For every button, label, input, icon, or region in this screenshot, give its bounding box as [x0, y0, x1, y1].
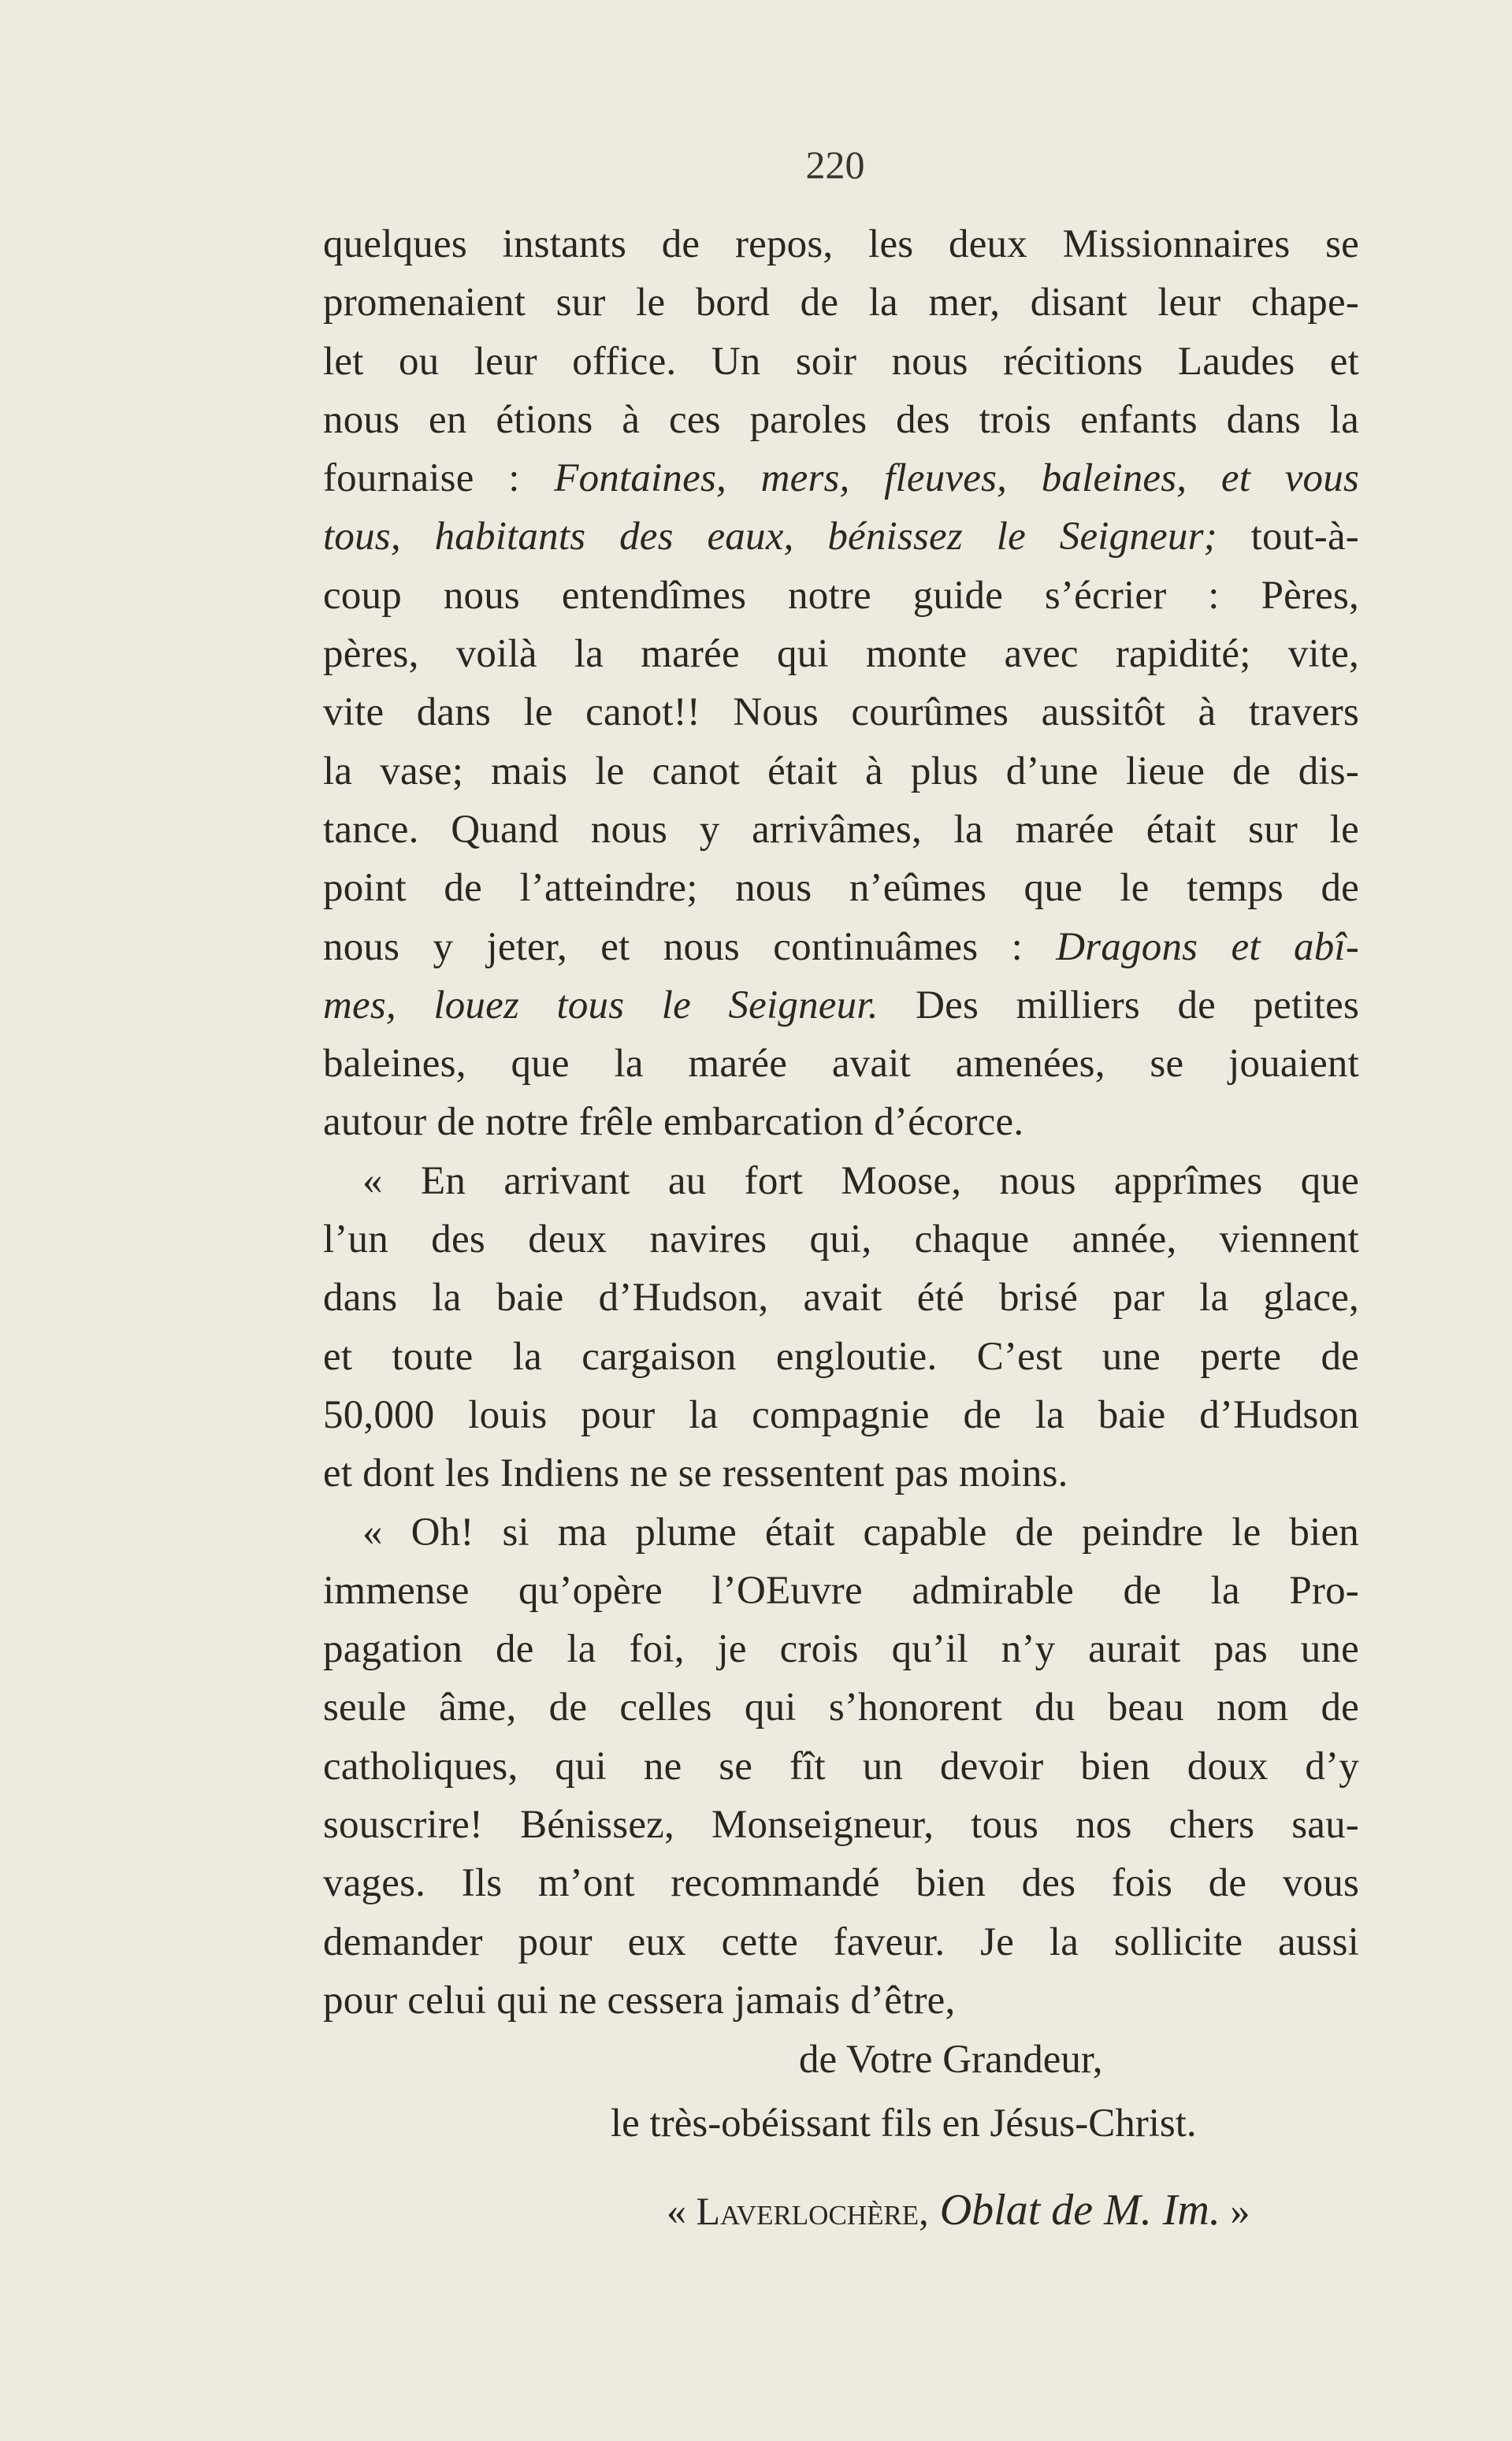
signature-title: Oblat de M. Im.: [928, 2186, 1220, 2235]
text-line: [323, 976, 1359, 1035]
text-line: [323, 449, 1359, 507]
text-segment: la vase; mais le canot était à plus d’une lieue de dis-: [323, 749, 1359, 793]
italic-text: Fontaines, mers, fleuves, baleines, et vous: [554, 456, 1359, 501]
text-line: [323, 1503, 1359, 1562]
text-line: [323, 273, 1359, 332]
text-segment: baleines, que la marée avait amenées, se jouaient: [323, 1042, 1359, 1087]
text-line: [323, 1854, 1359, 1912]
text-segment: quelques instants de repos, les deux Missionnaires se: [323, 222, 1359, 266]
text-segment: point de l’atteindre; nous n’eûmes que le temps de: [323, 866, 1359, 911]
text-line: [323, 683, 1359, 741]
text-segment: pour celui qui ne cessera jamais d’être,: [323, 1978, 956, 2023]
page-number: 220: [805, 143, 865, 187]
signature-name: Laverlochère,: [696, 2189, 929, 2233]
text-line: [323, 1093, 1359, 1151]
text-segment: catholiques, qui ne se fît un devoir bien doux d’y: [323, 1744, 1359, 1789]
text-segment: let ou leur office. Un soir nous récitions Laudes et: [323, 339, 1359, 384]
signature: [667, 2181, 1250, 2240]
text-line: [323, 333, 1359, 391]
signature-open-quote: «: [667, 2189, 697, 2233]
text-line: [323, 567, 1359, 625]
text-line: [323, 1444, 1359, 1503]
body-text: [323, 215, 1359, 2030]
text-line: [323, 1620, 1359, 1678]
italic-text: tous, habitants des eaux, bénissez le Seigneur;: [323, 515, 1217, 559]
text-line: [323, 1210, 1359, 1269]
text-segment: autour de notre frêle embarcation d’écorce.: [323, 1100, 1024, 1145]
text-line: [323, 1562, 1359, 1620]
text-line: [323, 859, 1359, 917]
italic-text: mes, louez tous le Seigneur.: [323, 983, 879, 1027]
text-segment: fournaise :: [323, 456, 555, 501]
text-line: [323, 1971, 1359, 2030]
text-segment: tout-à-: [1217, 515, 1359, 559]
text-line: [323, 801, 1359, 859]
text-segment: l’un des deux navires qui, chaque année, viennent: [323, 1217, 1359, 1262]
text-line: [323, 391, 1359, 449]
text-segment: pères, voilà la marée qui monte avec rapidité; vite,: [323, 632, 1359, 677]
text-segment: seule âme, de celles qui s’honorent du beau nom de: [323, 1685, 1359, 1730]
text-line: [323, 1152, 1359, 1210]
signature-close-quote: »: [1220, 2189, 1250, 2233]
text-segment: nous en étions à ces paroles des trois enfants dans la: [323, 397, 1359, 442]
text-segment: Des milliers de petites: [878, 983, 1359, 1027]
text-line: [323, 1035, 1359, 1093]
text-segment: immense qu’opère l’OEuvre admirable de la Pro-: [323, 1568, 1359, 1613]
text-segment: et toute la cargaison engloutie. C’est une perte de: [323, 1334, 1359, 1379]
text-line: [323, 1678, 1359, 1737]
text-line: [323, 1328, 1359, 1386]
text-segment: nous y jeter, et nous continuâmes :: [323, 924, 1057, 969]
closing-signoff: le très-obéissant fils en Jésus-Christ.: [611, 2101, 1197, 2146]
text-segment: promenaient sur le bord de la mer, disant leur chape-: [323, 281, 1359, 325]
closing-salutation: de Votre Grandeur,: [799, 2038, 1103, 2082]
text-line: [323, 742, 1359, 801]
text-line: [323, 1913, 1359, 1971]
text-line: [323, 918, 1359, 976]
text-segment: vages. Ils m’ont recommandé bien des fois de vous: [323, 1861, 1359, 1906]
text-segment: souscrire! Bénissez, Monseigneur, tous nos chers sau-: [323, 1803, 1359, 1848]
text-line: [323, 1269, 1359, 1327]
text-segment: tance. Quand nous y arrivâmes, la marée était sur le: [323, 807, 1359, 852]
text-segment: « En arrivant au fort Moose, nous apprîmes que: [362, 1158, 1359, 1203]
text-segment: demander pour eux cette faveur. Je la sollicite aussi: [323, 1919, 1359, 1964]
text-line: [323, 1796, 1359, 1854]
text-segment: dans la baie d’Hudson, avait été brisé par la glace,: [323, 1276, 1359, 1321]
italic-text: Dragons et abî-: [1056, 924, 1360, 969]
text-segment: 50,000 louis pour la compagnie de la baie d’Hudson: [323, 1392, 1359, 1437]
text-segment: vite dans le canot!! Nous courûmes aussitôt à travers: [323, 690, 1359, 735]
text-segment: pagation de la foi, je crois qu’il n’y aurait pas une: [323, 1627, 1359, 1672]
text-line: [323, 507, 1359, 566]
text-segment: « Oh! si ma plume était capable de peindre le bien: [362, 1510, 1359, 1555]
text-line: [323, 215, 1359, 273]
text-line: [323, 625, 1359, 683]
text-segment: et dont les Indiens ne se ressentent pas moins.: [323, 1451, 1068, 1496]
text-line: [323, 1737, 1359, 1796]
text-segment: coup nous entendîmes notre guide s’écrier : Pères,: [323, 573, 1359, 618]
text-line: [323, 1386, 1359, 1444]
